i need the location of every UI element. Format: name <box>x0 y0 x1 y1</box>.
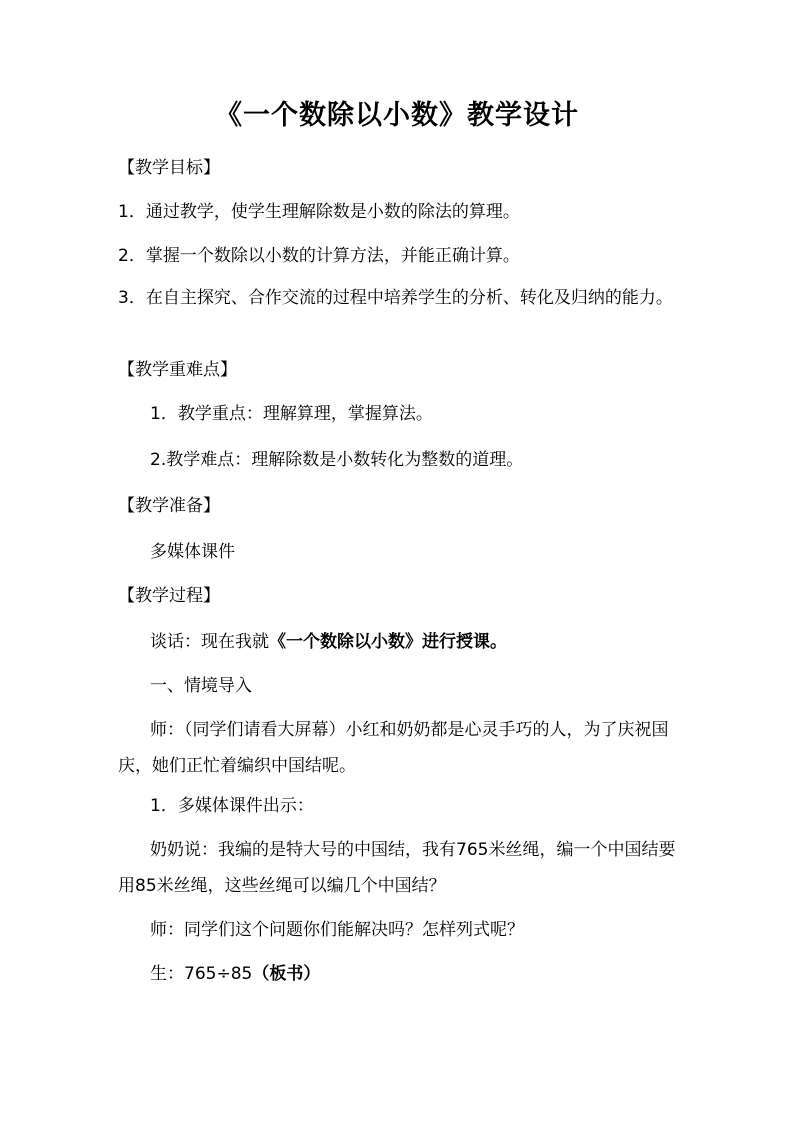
step1-heading: 一、情境导入 <box>150 676 252 696</box>
student-prefix: 生：765÷85 <box>150 964 253 984</box>
prep-heading: 【教学准备】 <box>118 496 220 516</box>
grandma-paragraph: 奶奶说：我编的是特大号的中国结，我有765米丝绳，编一个中国结要用85米丝绳，这些丝绳可以编几个中国结？ <box>118 840 676 896</box>
goals-heading: 【教学目标】 <box>118 158 220 178</box>
intro-paragraph <box>150 624 688 660</box>
document-title: 《一个数除以小数》教学设计 <box>215 100 579 131</box>
goal-item-2: 2．掌握一个数除以小数的计算方法，并能正确计算。 <box>118 246 520 266</box>
student-paragraph <box>150 956 688 992</box>
goal-item-1: 1．通过教学，使学生理解除数是小数的除法的算理。 <box>118 202 520 222</box>
intro-prefix: 谈话：现在我就 <box>150 632 269 652</box>
teacher-paragraph-2: 师：同学们这个问题你们能解决吗？怎样列式呢？ <box>150 920 524 940</box>
key-heading: 【教学重难点】 <box>118 360 237 380</box>
media-item-1: 1．多媒体课件出示： <box>150 796 314 816</box>
key-item-2: 2.教学难点：理解除数是小数转化为整数的道理。 <box>150 450 524 470</box>
student-bold: （板书） <box>252 964 321 984</box>
key-item-1: 1．教学重点：理解算理，掌握算法。 <box>150 404 433 424</box>
teacher-paragraph-1: 师：（同学们请看大屏幕）小红和奶奶都是心灵手巧的人，为了庆祝国庆，她们正忙着编织中国结呢。 <box>118 720 669 776</box>
intro-bold: 《一个数除以小数》进行授课。 <box>269 632 507 652</box>
prep-item: 多媒体课件 <box>150 542 235 562</box>
process-heading: 【教学过程】 <box>118 586 220 606</box>
goal-item-3: 3．在自主探究、合作交流的过程中培养学生的分析、转化及归纳的能力。 <box>118 288 673 308</box>
